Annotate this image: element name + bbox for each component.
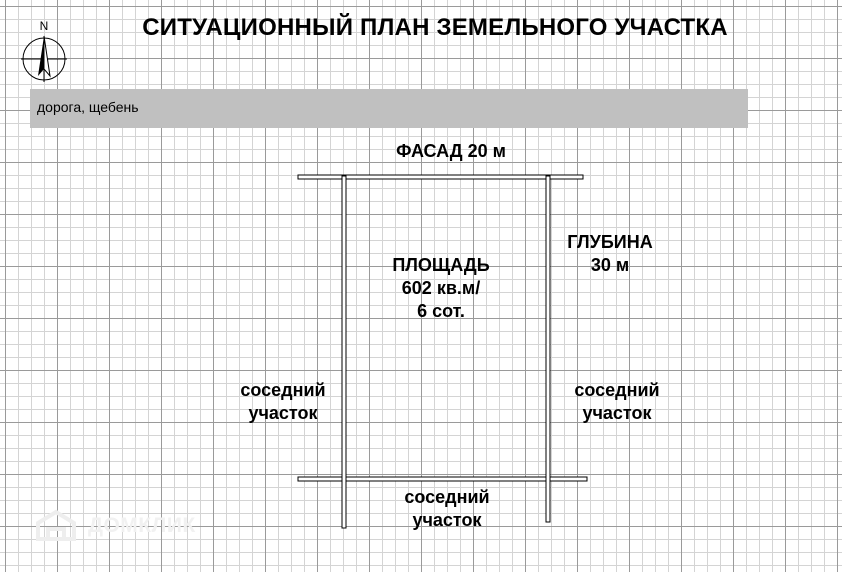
watermark-text: ДОМКЛИК	[88, 514, 196, 537]
depth-value: 30 м	[590, 255, 630, 275]
neighbor-right: соседний участок	[574, 380, 660, 423]
neighbor-bottom: соседний участок	[404, 487, 490, 530]
area-title: ПЛОЩАДЬ	[392, 255, 490, 275]
area-label	[371, 254, 511, 323]
depth-title: ГЛУБИНА	[567, 232, 653, 252]
facade-label: ФАСАД 20 м	[396, 141, 506, 161]
area-sotka: 6 сот.	[417, 301, 465, 321]
boundary-left	[342, 176, 346, 528]
boundary-right	[546, 176, 550, 522]
area-sqm: 602 кв.м/	[401, 278, 481, 298]
neighbor-left: соседний участок	[240, 380, 326, 423]
boundary-top	[298, 175, 583, 179]
page-title: СИТУАЦИОННЫЙ ПЛАН ЗЕМЕЛЬНОГО УЧАСТКА	[142, 14, 728, 41]
depth-label	[550, 231, 670, 277]
compass-letter: N	[39, 19, 49, 33]
boundary-bottom	[298, 477, 587, 481]
road-label: дорога, щебень	[37, 99, 139, 115]
